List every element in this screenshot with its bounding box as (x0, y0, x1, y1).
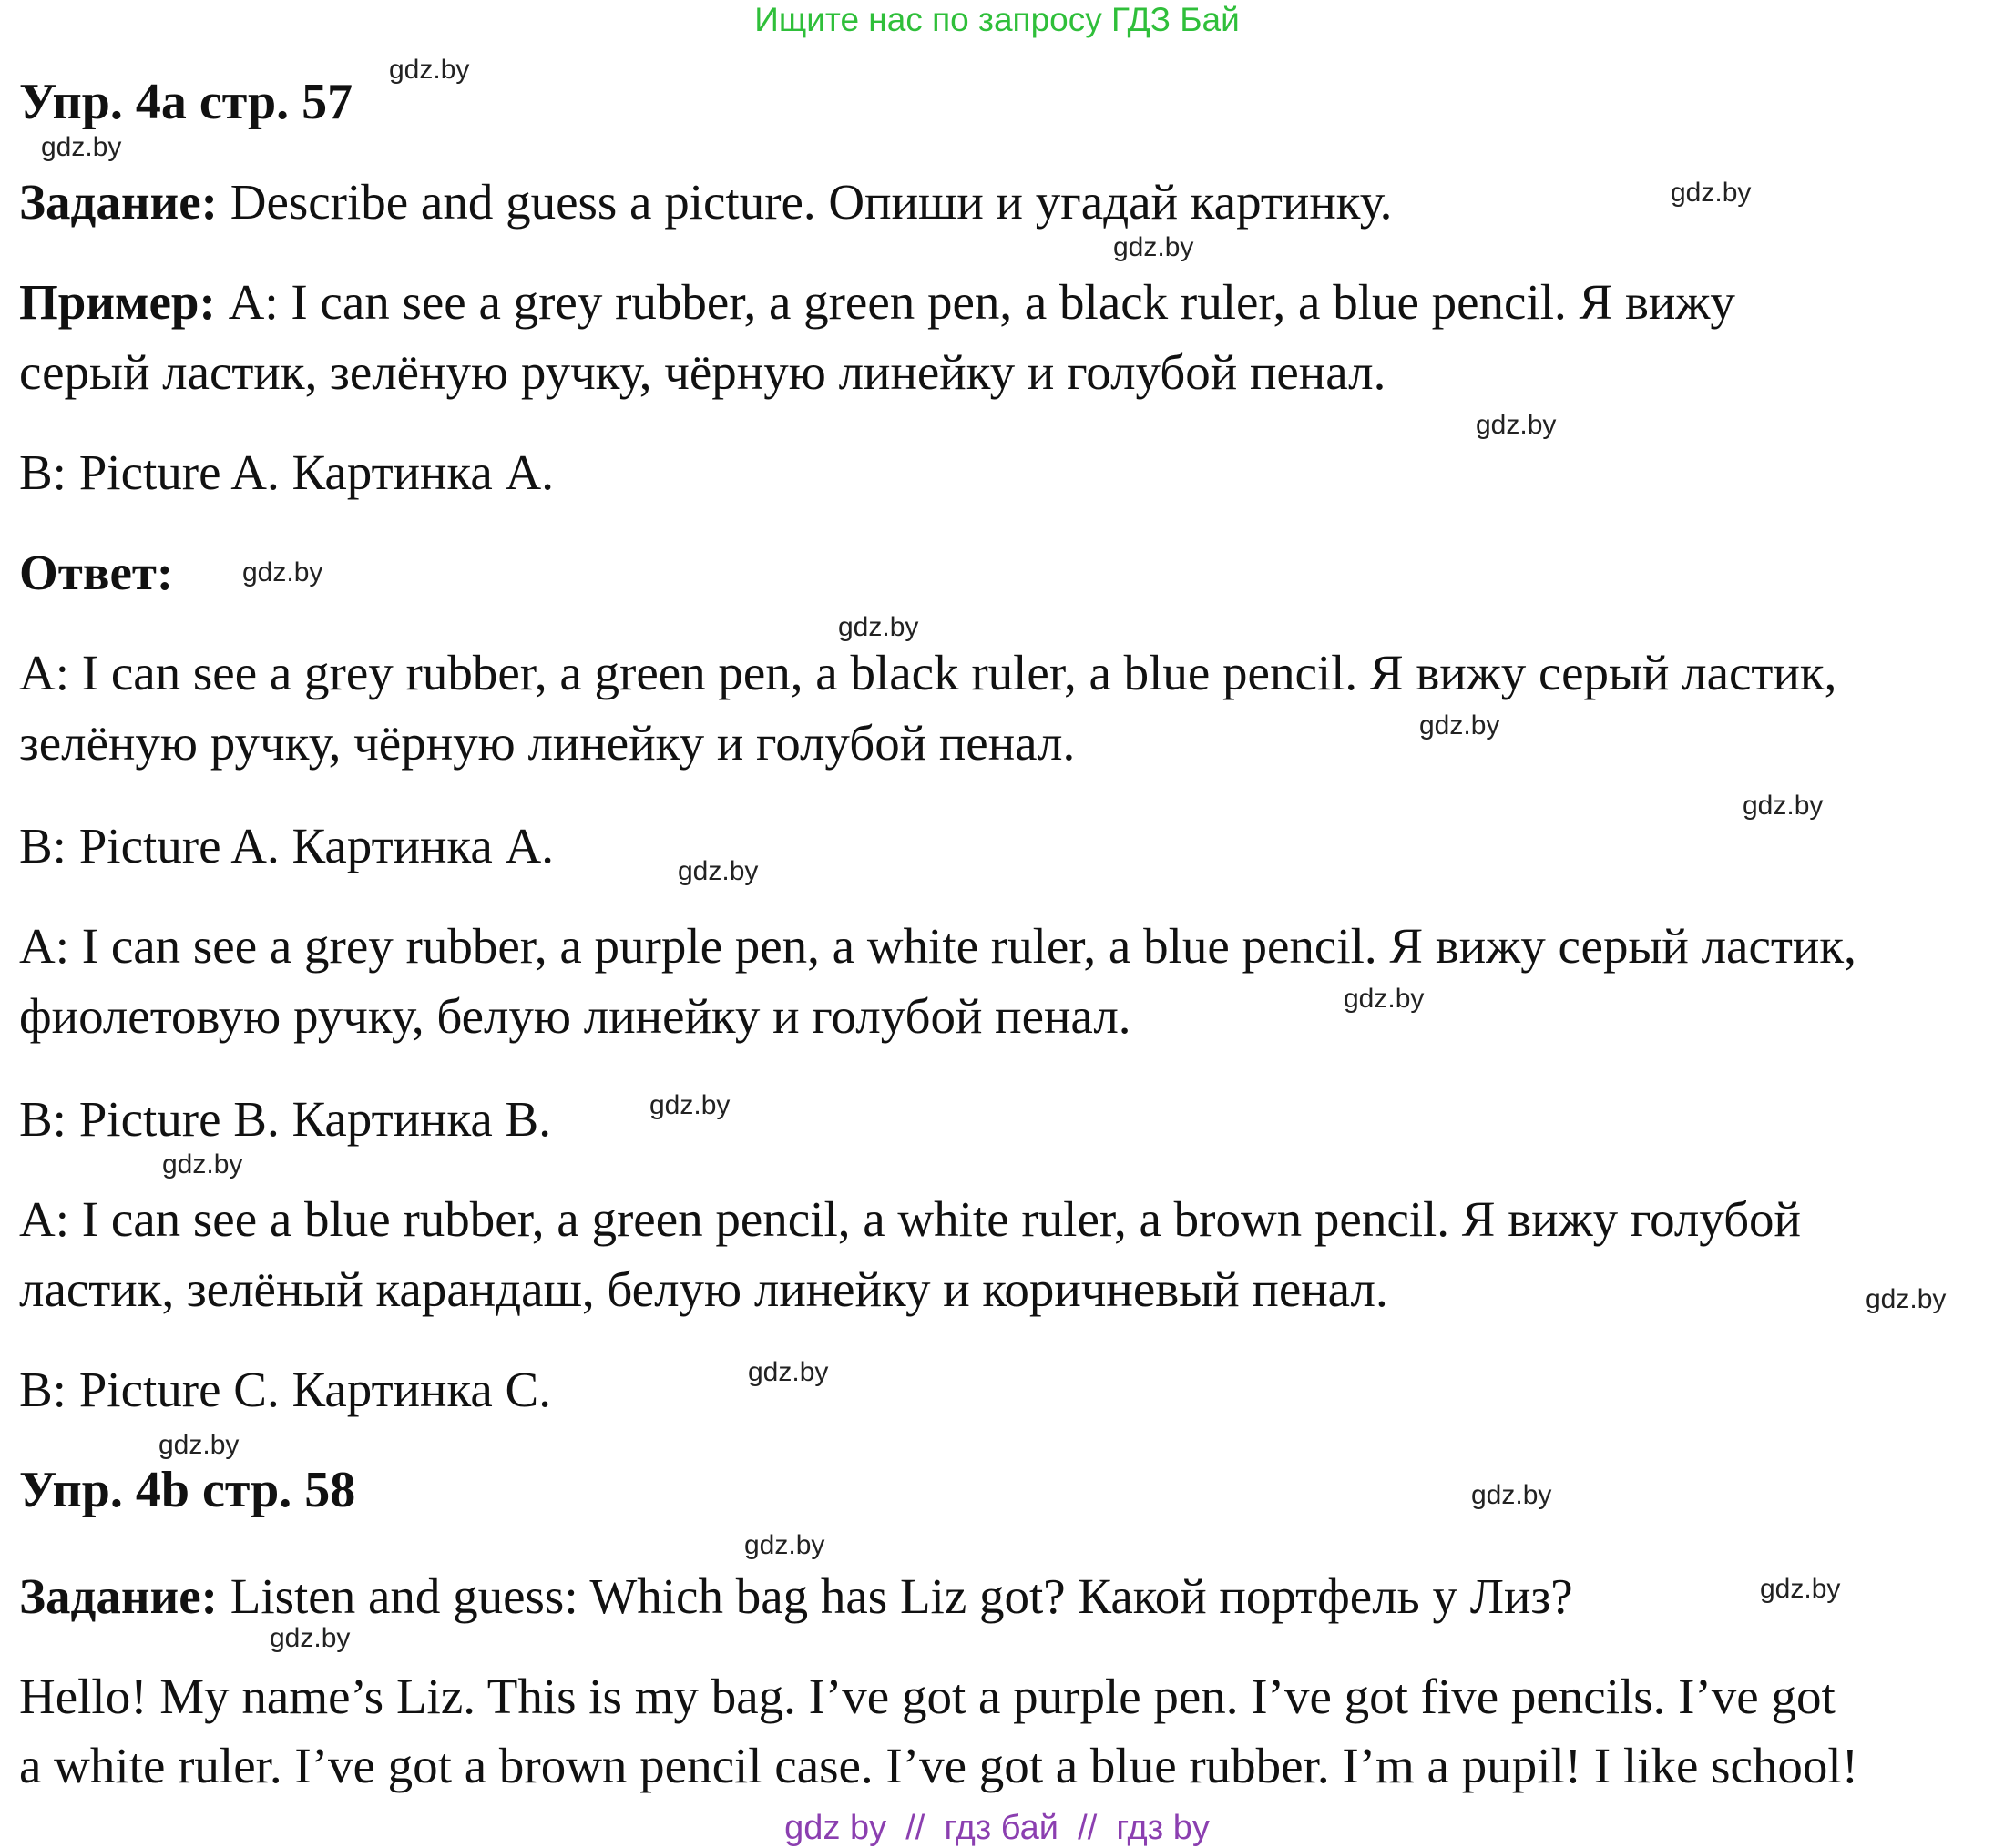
example-b: B: Picture A. Картинка A. (19, 444, 555, 500)
example-label: Пример: (19, 274, 216, 330)
watermark: gdz.by (748, 1357, 829, 1387)
exercise-4a-task (19, 173, 1392, 231)
watermark: gdz.by (158, 1430, 240, 1460)
watermark: gdz.by (678, 856, 759, 886)
watermark: gdz.by (744, 1530, 825, 1560)
watermark: gdz.by (649, 1090, 731, 1120)
answer-line: ластик, зелёный карандаш, белую линейку и коричневый пенал. (19, 1261, 1388, 1317)
watermark: gdz.by (1743, 791, 1824, 821)
task-label: Задание: (19, 1568, 218, 1624)
watermark: gdz.by (389, 55, 470, 85)
task-label: Задание: (19, 174, 218, 230)
top-banner: Ищите нас по запросу ГДЗ Бай (754, 1, 1240, 38)
answer-line: A: I can see a blue rubber, a green pencil, a white ruler, a brown pencil. Я вижу голубой (19, 1191, 1801, 1247)
answer-line: B: Picture B. Картинка B. (19, 1091, 551, 1147)
example-text: A: I can see a grey rubber, a green pen, a black ruler, a blue pencil. Я вижу (215, 274, 1735, 330)
answer-line: B: Picture C. Картинка C. (19, 1362, 551, 1417)
watermark: gdz.by (838, 612, 919, 642)
example-line-2: серый ластик, зелёную ручку, чёрную линейку и голубой пенал. (19, 344, 1386, 400)
liz-text-line-2: a white ruler. I’ve got a brown pencil case. I’ve got a blue rubber. I’m a pupil! I like school! (19, 1738, 1859, 1793)
exercise-4b-heading: Упр. 4b стр. 58 (19, 1462, 356, 1518)
watermark: gdz.by (1476, 410, 1557, 440)
liz-text-line-1: Hello! My name’s Liz. This is my bag. I’ve got a purple pen. I’ve got five pencils. I’ve got (19, 1669, 1836, 1724)
answer-line: A: I can see a grey rubber, a green pen, a black ruler, a blue pencil. Я вижу серый ластик, (19, 645, 1837, 700)
watermark: gdz.by (1344, 984, 1425, 1014)
example-line-1 (19, 273, 1735, 332)
exercise-4a-heading: Упр. 4а стр. 57 (19, 74, 353, 130)
answer-label: Ответ: (19, 545, 174, 600)
answer-line: фиолетовую ручку, белую линейку и голубой пенал. (19, 988, 1131, 1044)
watermark: gdz.by (1419, 710, 1500, 740)
watermark: gdz.by (1113, 232, 1194, 262)
watermark: gdz.by (1866, 1284, 1947, 1314)
watermark: gdz.by (41, 132, 122, 162)
answer-line: зелёную ручку, чёрную линейку и голубой пенал. (19, 715, 1076, 771)
watermark: gdz.by (1471, 1480, 1552, 1510)
watermark: gdz.by (162, 1149, 243, 1179)
answer-line: A: I can see a grey rubber, a purple pen, a white ruler, a blue pencil. Я вижу серый ластик, (19, 918, 1856, 974)
watermark: gdz.by (242, 557, 323, 587)
watermark: gdz.by (1671, 178, 1752, 208)
task-text: Describe and guess a picture. Опиши и угадай картинку. (217, 174, 1393, 230)
watermark: gdz.by (1760, 1574, 1841, 1604)
footer: gdz by // гдз бай // гдз by (784, 1809, 1210, 1847)
exercise-4b-task (19, 1567, 1573, 1626)
task-text: Listen and guess: Which bag has Liz got? Какой портфель у Лиз? (217, 1568, 1573, 1624)
answer-line: B: Picture A. Картинка A. (19, 818, 555, 873)
watermark: gdz.by (270, 1623, 351, 1653)
